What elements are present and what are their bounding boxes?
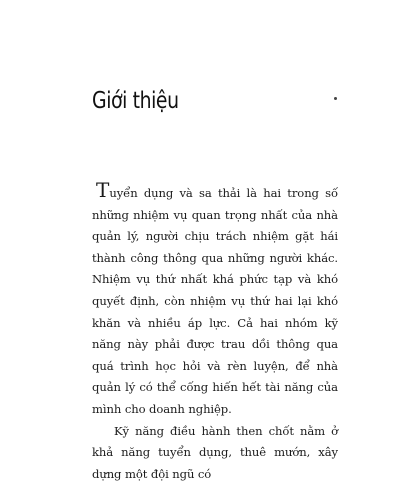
page-mark — [334, 97, 337, 100]
paragraph-1-text: uyển dụng và sa thải là hai trong số những nhiệm vụ quan trọng nhất của nhà quản lý, người chịu trách nhiệm gặt hái thành công thông qua những người khác. Nhiệm vụ thứ nhất khá phức tạp và khó quyết định, còn nhiệm vụ thứ hai lại khó khăn và nhiều áp lực. Cả hai nhóm kỹ năng này phải được trau dồi thông qua quá trình học hỏi và rèn luyện, để nhà quản lý có thể cống hiến hết tài năng của mình cho doanh nghiệp. — [92, 186, 338, 416]
chapter-heading: Giới thiệu — [92, 88, 179, 114]
paragraph-1 — [92, 178, 338, 421]
paragraph-2: Kỹ năng điều hành then chốt nằm ở khả năng tuyển dụng, thuê mướn, xây dựng một đội ngũ có — [92, 423, 338, 481]
body-text — [92, 178, 338, 485]
drop-cap: T — [96, 178, 110, 202]
